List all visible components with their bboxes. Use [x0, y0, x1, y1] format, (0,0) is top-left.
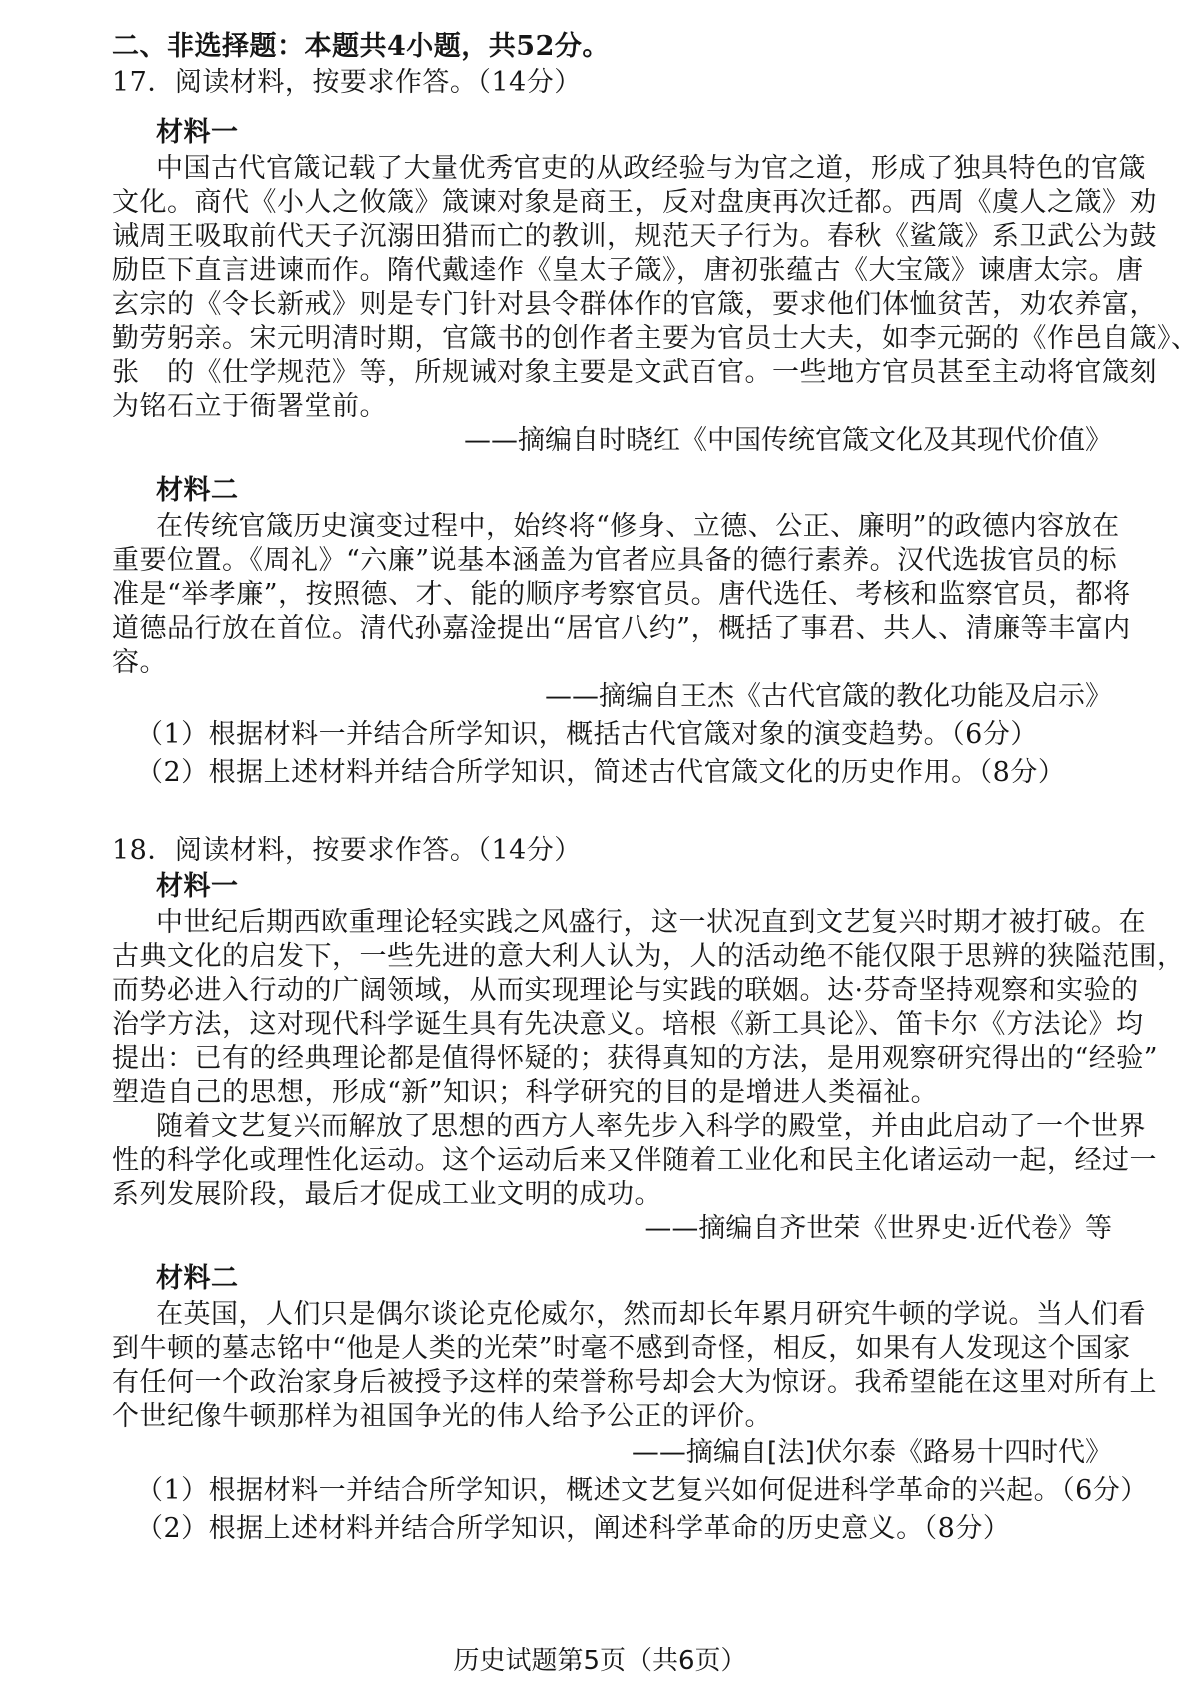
q18-material1-line: 塑造自己的思想，形成“新”知识；科学研究的目的是增进人类福祉。: [112, 1077, 939, 1108]
q17-material1-line: 文化。商代《小人之攸箴》箴谏对象是商王，反对盘庚再次迁都。西周《虞人之箴》劝: [112, 187, 1157, 218]
q17-title: 17．阅读材料，按要求作答。（14分）: [112, 67, 582, 98]
section-header: 二、非选择题：本题共4小题，共52分。: [112, 31, 610, 62]
q18-material1-source: ——摘编自齐世荣《世界史·近代卷》等: [644, 1213, 1112, 1244]
q17-material1-label: 材料一: [156, 117, 239, 148]
q17-material2-line: 道德品行放在首位。清代孙嘉淦提出“居官八约”，概括了事君、共人、清廉等丰富内: [112, 613, 1131, 644]
q17-material2-line: 容。: [112, 647, 167, 678]
q18-material1-line: 性的科学化或理性化运动。这个运动后来又伴随着工业化和民主化诸运动一起，经过一: [112, 1145, 1157, 1176]
q18-material1-line: 古典文化的启发下，一些先进的意大利人认为，人的活动绝不能仅限于思辨的狭隘范围，: [112, 941, 1185, 972]
q18-material2-line: 个世纪像牛顿那样为祖国争光的伟人给予公正的评价。: [112, 1401, 772, 1432]
q18-material2-line: 在英国，人们只是偶尔谈论克伦威尔，然而却长年累月研究牛顿的学说。当人们看: [156, 1299, 1146, 1330]
q17-material2-source: ——摘编自王杰《古代官箴的教化功能及启示》: [545, 681, 1112, 712]
page-footer: 历史试题第5页（共6页）: [453, 1646, 747, 1676]
q17-material2-line: 准是“举孝廉”，按照德、才、能的顺序考察官员。唐代选任、考核和监察官员，都将: [112, 579, 1131, 610]
q17-material1-line: 诫周王吸取前代天子沉溺田猎而亡的教训，规范天子行为。春秋《鲨箴》系卫武公为鼓: [112, 221, 1157, 252]
q18-subquestion-2: （2）根据上述材料并结合所学知识，阐述科学革命的历史意义。（8分）: [136, 1513, 1011, 1544]
q17-material1-line: 勤劳躬亲。宋元明清时期，官箴书的创作者主要为官员士大夫，如李元弼的《作邑自箴》、: [112, 323, 1199, 354]
q17-subquestion-2: （2）根据上述材料并结合所学知识，简述古代官箴文化的历史作用。（8分）: [136, 757, 1066, 788]
q17-material1-source: ——摘编自时晓红《中国传统官箴文化及其现代价值》: [464, 425, 1112, 456]
q18-material1-line: 而势必进入行动的广阔领域，从而实现理论与实践的联姻。达·芬奇坚持观察和实验的: [112, 975, 1139, 1006]
q17-material2-line: 在传统官箴历史演变过程中，始终将“修身、立德、公正、廉明”的政德内容放在: [156, 511, 1120, 542]
q18-material1-line: 系列发展阶段，最后才促成工业文明的成功。: [112, 1179, 662, 1210]
q18-material1-line: 随着文艺复兴而解放了思想的西方人率先步入科学的殿堂，并由此启动了一个世界: [156, 1111, 1146, 1142]
q18-title: 18．阅读材料，按要求作答。（14分）: [112, 835, 582, 866]
q17-material1-line: 中国古代官箴记载了大量优秀官吏的从政经验与为官之道，形成了独具特色的官箴: [156, 153, 1146, 184]
q18-material1-label: 材料一: [156, 871, 239, 902]
q17-material1-line: 张 的《仕学规范》等，所规诫对象主要是文武百官。一些地方官员甚至主动将官箴刻: [112, 357, 1157, 388]
q17-material1-line: 为铭石立于衙署堂前。: [112, 391, 387, 422]
q17-material1-line: 励臣下直言进谏而作。隋代戴逵作《皇太子箴》，唐初张蕴古《大宝箴》谏唐太宗。唐: [112, 255, 1144, 286]
q17-subquestion-1: （1）根据材料一并结合所学知识，概括古代官箴对象的演变趋势。（6分）: [136, 719, 1038, 750]
q18-material1-line: 提出：已有的经典理论都是值得怀疑的；获得真知的方法，是用观察研究得出的“经验”: [112, 1043, 1159, 1074]
q18-material2-label: 材料二: [156, 1263, 239, 1294]
q17-material2-label: 材料二: [156, 475, 239, 506]
q18-material1-line: 中世纪后期西欧重理论轻实践之风盛行，这一状况直到文艺复兴时期才被打破。在: [156, 907, 1146, 938]
q17-material2-line: 重要位置。《周礼》“六廉”说基本涵盖为官者应具备的德行素养。汉代选拔官员的标: [112, 545, 1118, 576]
q18-material2-source: ——摘编自[法]伏尔泰《路易十四时代》: [631, 1437, 1112, 1468]
q18-material2-line: 到牛顿的墓志铭中“他是人类的光荣”时毫不感到奇怪，相反，如果有人发现这个国家: [112, 1333, 1131, 1364]
q18-material1-line: 治学方法，这对现代科学诞生具有先决意义。培根《新工具论》、笛卡尔《方法论》均: [112, 1009, 1144, 1040]
q18-material2-line: 有任何一个政治家身后被授予这样的荣誉称号却会大为惊讶。我希望能在这里对所有上: [112, 1367, 1157, 1398]
q17-material1-line: 玄宗的《令长新戒》则是专门针对县令群体作的官箴，要求他们体恤贫苦，劝农养富，: [112, 289, 1157, 320]
q18-subquestion-1: （1）根据材料一并结合所学知识，概述文艺复兴如何促进科学革命的兴起。（6分）: [136, 1475, 1148, 1506]
